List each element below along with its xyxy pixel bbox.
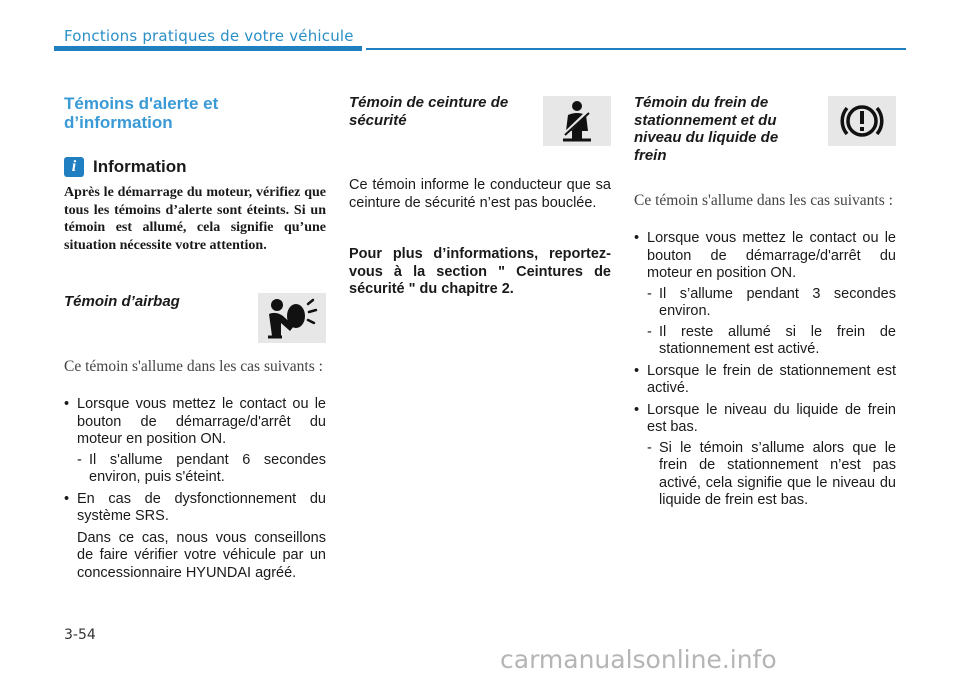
- info-title: Information: [93, 157, 187, 176]
- seatbelt-reference: Pour plus d’informations, reportez-vous à la section " Ceintures de sécurité " du chapitre 2.: [349, 246, 611, 297]
- list-item: [64, 491, 326, 526]
- header-title: Fonctions pratiques de votre véhicule: [64, 27, 354, 45]
- bullet-marker: •: [634, 401, 640, 418]
- info-body: Après le démarrage du moteur, vérifiez que tous les témoins d’alerte sont éteints. Si un témoin est allumé, cela signifie qu’une situation nécessite votre attention.: [64, 185, 326, 253]
- watermark: carmanualsonline.info: [500, 645, 777, 674]
- brake-lead: Ce témoin s'allume dans les cas suivants :: [634, 192, 893, 209]
- brake-icon-box: [828, 96, 896, 146]
- bullet-marker: •: [634, 362, 640, 379]
- brake-list: [634, 230, 896, 514]
- airbag-warning-icon: [264, 296, 320, 340]
- list-item-text: Lorsque vous mettez le contact ou le bouton de démarrage/d'arrêt du moteur en position ON.: [647, 230, 896, 281]
- airbag-paragraph: Dans ce cas, nous vous conseillons de faire vérifier votre véhicule par un concessionnaire HYUNDAI agréé.: [77, 529, 326, 581]
- bullet-marker: •: [634, 230, 640, 246]
- seatbelt-icon-box: [543, 96, 611, 146]
- seatbelt-body: Ce témoin informe le conducteur que sa ceinture de sécurité n’est pas bouclée.: [349, 177, 611, 211]
- page-number: 3-54: [64, 627, 96, 643]
- list-item-text: Lorsque le frein de stationnement est activé.: [647, 362, 896, 396]
- airbag-heading: Témoin d’airbag: [64, 293, 180, 310]
- airbag-list: [64, 396, 326, 582]
- list-item: [634, 230, 896, 359]
- brake-heading: Témoin du frein de stationnement et du niveau du liquide de frein: [634, 94, 779, 164]
- list-item-text: Lorsque le niveau du liquide de frein est bas.: [647, 401, 896, 435]
- dash-marker: -: [647, 439, 652, 456]
- dash-marker: -: [647, 323, 652, 340]
- bullet-marker: •: [64, 490, 70, 507]
- list-item: [64, 452, 326, 487]
- list-item: [64, 396, 326, 487]
- list-item-text: Si le témoin s’allume alors que le frein de stationnement n’est pas activé, cela signifie que le niveau du liquide de frein est bas.: [659, 439, 896, 508]
- list-item-text: En cas de dysfonctionnement du système SRS.: [77, 490, 326, 524]
- list-item: [634, 363, 896, 398]
- seatbelt-heading: Témoin de ceinture de sécurité: [349, 94, 509, 129]
- bullet-marker: •: [64, 396, 70, 412]
- airbag-lead: Ce témoin s'allume dans les cas suivants :: [64, 358, 323, 375]
- header-rule-thick: [54, 46, 362, 51]
- list-item-text: Il s’allume pendant 3 secondes environ.: [659, 285, 896, 319]
- list-item: [634, 440, 896, 510]
- list-item: [634, 402, 896, 510]
- dash-marker: -: [77, 451, 82, 468]
- list-item-text: Lorsque vous mettez le contact ou le bouton de démarrage/d'arrêt du moteur en position ON.: [77, 396, 326, 447]
- seatbelt-warning-icon: [555, 99, 599, 143]
- section-heading: Témoins d'alerte et d’information: [64, 94, 219, 132]
- dash-marker: -: [647, 285, 652, 302]
- info-icon: i: [64, 157, 84, 177]
- list-item-text: Il reste allumé si le frein de stationnement est activé.: [659, 323, 896, 357]
- list-item-text: Il s'allume pendant 6 secondes environ, puis s'éteint.: [89, 451, 326, 485]
- list-item: [634, 324, 896, 359]
- list-item: [634, 286, 896, 321]
- header-rule-thin: [366, 48, 906, 50]
- airbag-icon-box: [258, 293, 326, 343]
- brake-warning-icon: [838, 99, 886, 143]
